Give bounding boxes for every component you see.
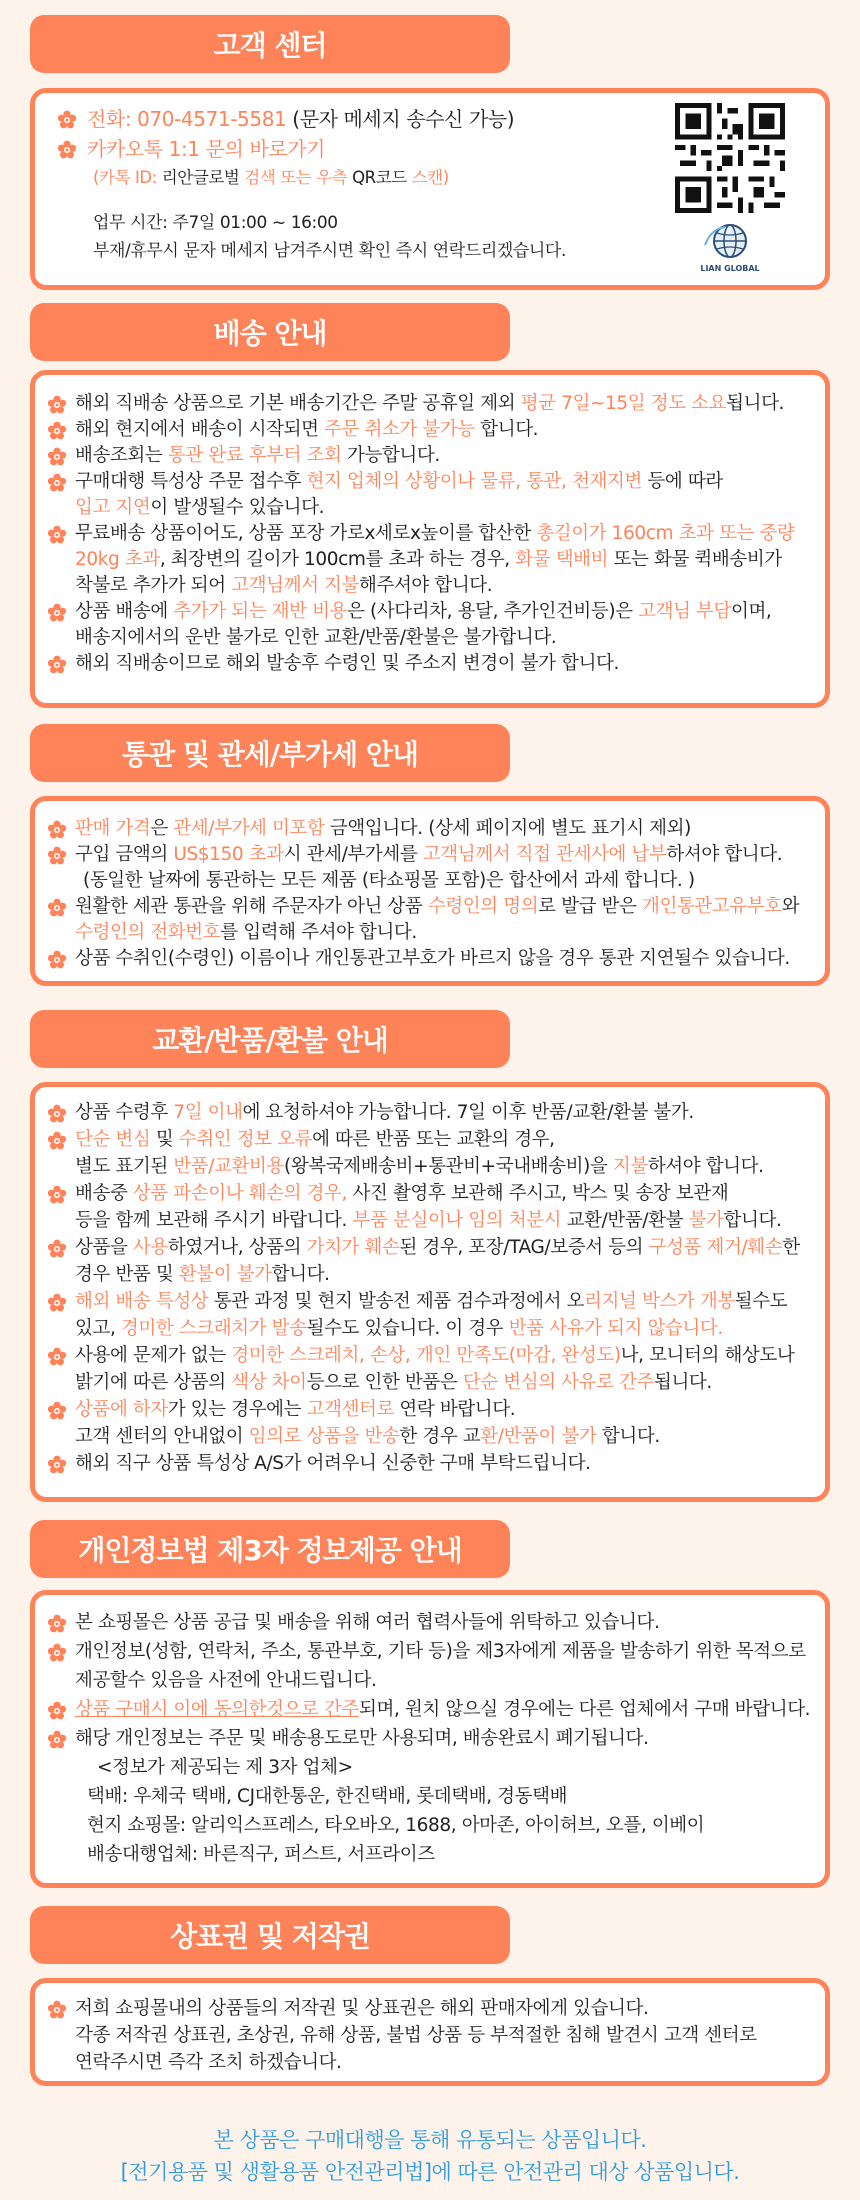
combined-tax-note: (동일한 날짜에 통관하는 모든 제품 (타쇼핑몰 포함)은 합산에서 과세 합니다. ) [83,870,695,891]
section-title: 교환/반품/환불 안내 [152,1024,388,1057]
couriers-list: 택배: 우체국 택배, CJ대한통운, 한진택배, 롯데택배, 경동택배 [87,1786,568,1807]
section-title: 고객 센터 [213,29,327,62]
address-change-note: 해외 직배송이므로 해외 발송후 수령인 및 주소지 변경이 불가 합니다. [75,653,619,674]
price-note: 판매 가격은 관세/부가세 미포함 금액입니다. (상세 페이지에 별도 표기시 제외) [75,818,691,839]
privacy-usage-note: 해당 개인정보는 주문 및 배송용도로만 사용되며, 배송완료시 폐기됩니다. [75,1728,649,1749]
return-period-note: 상품 수령후 7일 이내에 요청하셔야 가능합니다. 7일 이후 반품/교환/환불 불가. [75,1102,694,1123]
cs-phone[interactable]: 전화: 070-4571-5581 (문자 메세지 송수신 가능) [87,107,515,131]
cs-section-header [30,15,510,73]
simple-change-note: 단순 변심 및 수취인 정보 오류에 따른 반품 또는 교환의 경우, [75,1129,555,1150]
shipping-section-header [30,303,510,361]
flower-bullet-icon [57,140,77,160]
shipping-period: 해외 직배송 상품으로 기본 배송기간은 주말 공휴일 제외 평균 7일~15일 정도 소요됩니다. [75,393,785,414]
inspection-note-cont: 있고, 경미한 스크래치가 발송될수도 있습니다. 이 경우 반품 사유가 되지 않습니다. [75,1318,723,1339]
trademark-box [30,1978,830,2086]
as-note: 해외 직구 상품 특성상 A/S가 어려우니 신중한 구매 부탁드립니다. [75,1453,591,1474]
delay-note: 구매대행 특성상 주문 접수후 현지 업체의 상황이나 물류, 통관, 천재지변 등에 따라 [75,471,723,492]
flower-bullet-icon [47,1614,67,1634]
privacy-consent-note: 상품 구매시 이에 동의한것으로 간주되며, 원치 않으실 경우에는 다른 업체에서 구매 바랍니다. [75,1699,811,1720]
flower-bullet-icon [47,603,67,623]
kakao-inquiry-link[interactable]: 카카오톡 1:1 문의 바로가기 [87,137,326,161]
flower-bullet-icon [47,1701,67,1721]
footer-line-1: 본 상품은 구매대행을 통해 유통되는 상품입니다. [213,2128,647,2152]
qr-code-icon[interactable] [675,103,785,213]
customs-code-note-cont: 수령인의 전화번호를 입력해 주셔야 합니다. [75,922,417,943]
privacy-purpose-note-cont: 제공할수 있음을 사전에 안내드립니다. [75,1670,377,1691]
shipping-box [30,370,830,708]
minor-defect-note-cont: 밝기에 따른 상품의 색상 차이등으로 인한 반품은 단순 변심의 사유로 간주됩니다. [75,1372,712,1393]
flower-bullet-icon [47,1643,67,1663]
flower-bullet-icon [47,1347,67,1367]
used-item-note: 상품을 사용하였거나, 상품의 가치가 훼손된 경우, 포장/TAG/보증서 등의 구성품 제거/훼손한 [75,1237,800,1258]
delay-note-cont: 입고 지연이 발생될수 있습니다. [75,497,325,518]
trademark-section-header [30,1906,510,1964]
privacy-outsourcing-note: 본 쇼핑몰은 상품 공급 및 배송을 위해 여러 협력사들에 위탁하고 있습니다. [75,1612,660,1633]
flower-bullet-icon [47,421,67,441]
exchange-section-header [30,1010,510,1068]
simple-change-note-cont: 별도 표기된 반품/교환비용(왕복국제배송비+통관비+국내배송비)을 지불하셔야 합니다. [75,1156,764,1177]
flower-bullet-icon [47,1104,67,1124]
flower-bullet-icon [47,1293,67,1313]
flower-bullet-icon [47,950,67,970]
extra-cost-note: 상품 배송에 추가가 되는 재반 비용은 (사다리차, 용달, 추가인건비등)은 고객님 부담이며, [75,601,772,622]
flower-bullet-icon [47,525,67,545]
footer-line-2: [전기용품 및 생활용품 안전관리법]에 따른 안전관리 대상 상품입니다. [120,2160,740,2184]
flower-bullet-icon [47,846,67,866]
flower-bullet-icon [47,1131,67,1151]
duty-threshold-note: 구입 금액의 US$150 초과시 관세/부가세를 고객님께서 직접 관세사에 납부하셔야 합니다. [75,844,783,865]
flower-bullet-icon [47,473,67,493]
flower-bullet-icon [47,1185,67,1205]
inspection-note: 해외 배송 특성상 통관 과정 및 현지 발송전 제품 검수과정에서 오리지널 박스가 개봉될수도 [75,1291,788,1312]
privacy-purpose-note: 개인정보(성함, 연락처, 주소, 통관부호, 기타 등)을 제3자에게 제품을 발송하기 위한 목적으로 [75,1641,806,1662]
damage-note-cont: 등을 함께 보관해 주시기 바랍니다. 부품 분실이나 임의 처분시 교환/반품/환불 불가합니다. [75,1210,782,1231]
damage-note: 배송중 상품 파손이나 훼손의 경우, 사진 촬영후 보관해 주시고, 박스 및 송장 보관재 [75,1183,729,1204]
shops-list: 현지 쇼핑몰: 알리익스프레스, 타오바오, 1688, 아마존, 아이허브, 오플, 이베이 [87,1815,705,1836]
flower-bullet-icon [47,1730,67,1750]
flower-bullet-icon [47,395,67,415]
customs-code-note: 원활한 세관 통관을 위해 주문자가 아닌 상품 수령인의 명의로 발급 받은 개인통관고유부호와 [75,896,800,917]
oversize-note-cont: 20kg 초과, 최장변의 길이가 100cm를 초과 하는 경우, 화물 택배비 또는 화물 퀵배송비가 [75,549,782,570]
oversize-note-cont2: 착불로 추가가 되어 고객님께서 지불해주셔야 합니다. [75,575,493,596]
section-title: 개인정보법 제3자 정보제공 안내 [78,1534,462,1567]
section-title: 통관 및 관세/부가세 안내 [122,738,418,771]
copyright-owner-note: 저희 쇼핑몰내의 상품들의 저작권 및 상표권은 해외 판매자에게 있습니다. [75,1998,649,2019]
flower-bullet-icon [47,820,67,840]
oversize-note: 무료배송 상품이어도, 상품 포장 가로x세로x높이를 합산한 총길이가 160cm 초과 또는 중량 [75,523,795,544]
third-party-heading: <정보가 제공되는 제 3자 업체> [97,1757,353,1778]
flower-bullet-icon [47,447,67,467]
section-title: 배송 안내 [213,317,327,350]
defect-contact-note-cont: 고객 센터의 안내없이 임의로 상품을 반송한 경우 교환/반품이 불가 합니다. [75,1426,660,1447]
customs-section-header [30,724,510,782]
svg-text:LIAN GLOBAL: LIAN GLOBAL [700,264,760,273]
forwarders-list: 배송대행업체: 바른직구, 퍼스트, 서프라이즈 [87,1844,435,1865]
cancel-note: 해외 현지에서 배송이 시작되면 주문 취소가 불가능 합니다. [75,419,539,440]
recipient-mismatch-note: 상품 수취인(수령인) 이름이나 개인통관고부호가 바르지 않을 경우 통관 지연될수 있습니다. [75,948,790,969]
infringement-note: 각종 저작권 상표권, 초상권, 유해 상품, 불법 상품 등 부적절한 침해 발견시 고객 센터로 [75,2025,757,2046]
flower-bullet-icon [47,1455,67,1475]
lian-global-logo-icon [675,219,785,279]
extra-cost-note-cont: 배송지에서의 운반 불가로 인한 교환/반품/환불은 불가합니다. [75,627,557,648]
flower-bullet-icon [47,1239,67,1259]
flower-bullet-icon [47,2000,67,2020]
tracking-note: 배송조회는 통관 완료 후부터 조회 가능합니다. [75,445,440,466]
privacy-box [30,1590,830,1888]
absence-note: 부재/휴무시 문자 메세지 남겨주시면 확인 즉시 연락드리겠습니다. [93,241,566,261]
cs-box [30,88,830,290]
customs-box [30,796,830,986]
kakao-id-note: (카톡 ID: 리안글로벌 검색 또는 우측 QR코드 스캔) [93,168,449,187]
flower-bullet-icon [57,110,77,130]
used-item-note-cont: 경우 반품 및 환불이 불가합니다. [75,1264,330,1285]
flower-bullet-icon [47,655,67,675]
exchange-box [30,1082,830,1502]
flower-bullet-icon [47,898,67,918]
business-hours: 업무 시간: 주7일 01:00 ~ 16:00 [93,213,338,233]
flower-bullet-icon [47,1401,67,1421]
defect-contact-note: 상품에 하자가 있는 경우에는 고객센터로 연락 바랍니다. [75,1399,516,1420]
privacy-section-header [30,1520,510,1578]
infringement-note-cont: 연락주시면 즉각 조치 하겠습니다. [75,2052,342,2073]
section-title: 상표권 및 저작권 [170,1920,370,1953]
minor-defect-note: 사용에 문제가 없는 경미한 스크레치, 손상, 개인 만족도(마감, 완성도)나, 모니터의 해상도나 [75,1345,795,1366]
